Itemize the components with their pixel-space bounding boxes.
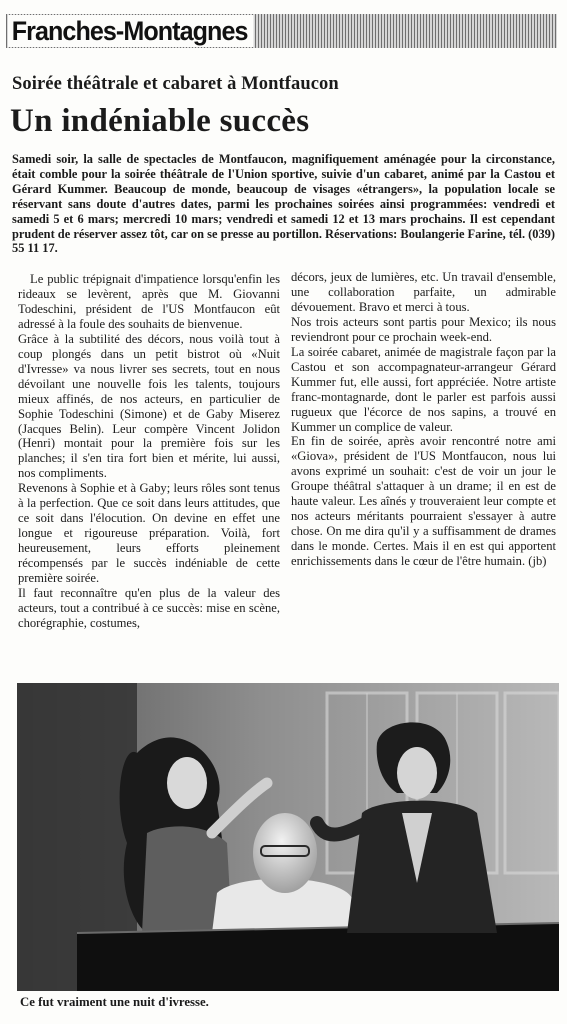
paragraph: Revenons à Sophie et à Gaby; leurs rôles sont tenus à la perfection. Que ce soit dans leurs attitudes, que ce soit dans l'élocution. On devine en effet une longue et rigoureuse préparation. Voilà, fort heureusement, leurs efforts pleinement récompensés par le succès indéniable de cette première soirée.: [18, 481, 280, 586]
section-banner: [6, 14, 557, 48]
article-photo: [17, 683, 559, 991]
section-title: Franches-Montagnes: [8, 15, 253, 47]
article-lead: Samedi soir, la salle de spectacles de Montfaucon, magnifiquement aménagée pour la circonstance, était comble pour la soirée théâtrale de l'Union sportive, suivie d'un cabaret, animé par la Castou et Gérard Kummer. Beaucoup de monde, beaucoup de visages «étrangers», la population locale se réservant sans doute d'autres dates, parmi les prochaines soirées ainsi programmées: vendredi et samedi 5 et 6 mars; mercredi 10 mars; vendredi et samedi 12 et 13 mars prochains. Il est cependant prudent de réserver assez tôt, car on se presse au portillon. Réservations: Boulangerie Farine, tél. (039) 55 11 17.: [12, 152, 555, 256]
article-column-2: [291, 270, 556, 569]
photo-illustration: [17, 683, 559, 991]
paragraph: Il faut reconnaître qu'en plus de la valeur des acteurs, tout a contribué à ce succès: mise en scène, chorégraphie, costumes,: [18, 586, 280, 630]
paragraph: En fin de soirée, après avoir rencontré notre ami «Giova», président de l'US Montfaucon, nous lui avons exprimé un souhait: c'est de voir un jour le Groupe théâtral s'attaquer à un drame; il en est de haute valeur. Les aînés y trouveraient leur compte et nos acteurs méritants pourraient s'essayer à autre chose. On me dira qu'il y a suffisamment de drames dans le monde. Certes. Mais il en est qui apportent enrichissements dans le cœur de l'être humain. (jb): [291, 434, 556, 569]
paragraph: La soirée cabaret, animée de magistrale façon par la Castou et son accompagnateur-arrangeur Gérard Kummer fut, elle aussi, fort appréciée. Notre artiste franc-montagnarde, dont le parler est parfois aussi rugueux que l'écorce de nos sapins, a trouvé en Kummer un complice de valeur.: [291, 344, 556, 434]
paragraph: Grâce à la subtilité des décors, nous voilà tout à coup plongés dans un petit bistrot où «Nuit d'Ivresse» va nous livrer ses secrets, tout en nous dévoilant une nouvelle fois les talents, toujours mieux affinés, de nos acteurs, en particulier de Sophie Todeschini (Simone) et de Gaby Miserez (Jacques Belin). Leur compère Vincent Jolidon (Henri) montait pour la première fois sur les planches; il s'en tira fort bien et mérite, lui aussi, nos compliments.: [18, 331, 280, 481]
paragraph: Nos trois acteurs sont partis pour Mexico; ils nous reviendront pour ce prochain week-end.: [291, 314, 556, 344]
paragraph: décors, jeux de lumières, etc. Un travail d'ensemble, une collaboration parfaite, un admirable dévouement. Bravo et merci à tous.: [291, 270, 556, 314]
photo-caption: Ce fut vraiment une nuit d'ivresse.: [20, 995, 209, 1009]
article-kicker: Soirée théâtrale et cabaret à Montfaucon: [12, 74, 339, 94]
article-column-1: [18, 272, 280, 631]
paragraph: Le public trépignait d'impatience lorsqu'enfin les rideaux se levèrent, après que M. Giovanni Todeschini, président de l'US Montfaucon eût adressé à la foule des souhaits de bienvenue.: [18, 272, 280, 331]
article-headline: Un indéniable succès: [10, 103, 310, 139]
